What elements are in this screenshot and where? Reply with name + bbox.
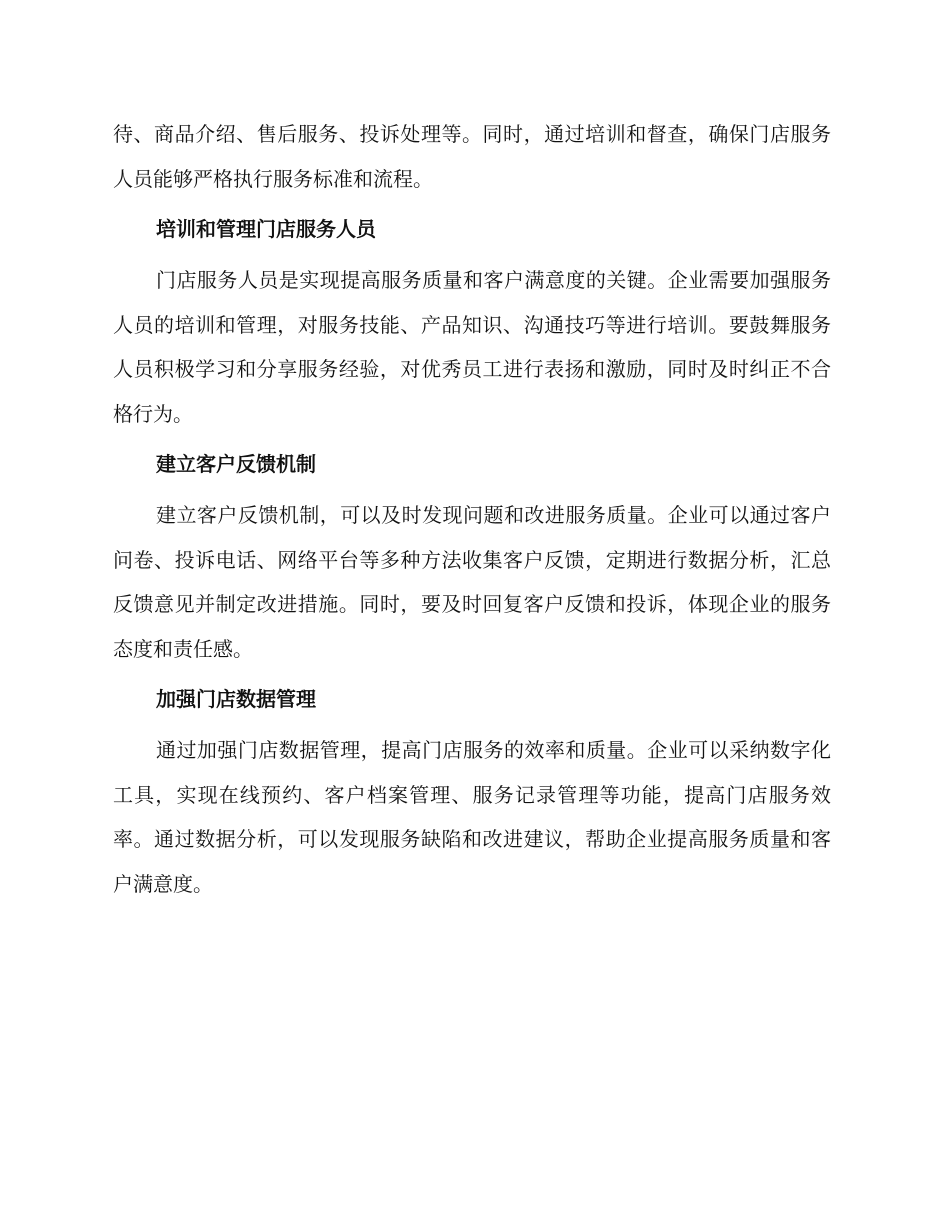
paragraph-staff-training: 门店服务人员是实现提高服务质量和客户满意度的关键。企业需要加强服务人员的培训和管理，对服务技能、产品知识、沟通技巧等进行培训。要鼓舞服务人员积极学习和分享服务经验，对优秀员工进行表扬和激励，同时及时纠正不合格行为。 xyxy=(113,268,831,426)
section-heading-data-management: 加强门店数据管理 xyxy=(156,687,316,711)
section-heading-staff-training: 培训和管理门店服务人员 xyxy=(156,217,376,241)
paragraph-continuation: 待、商品介绍、售后服务、投诉处理等。同时，通过培训和督查，确保门店服务人员能够严格执行服务标准和流程。 xyxy=(113,122,831,191)
document-page xyxy=(113,112,831,906)
paragraph-customer-feedback: 建立客户反馈机制，可以及时发现问题和改进服务质量。企业可以通过客户问卷、投诉电话、网络平台等多种方法收集客户反馈，定期进行数据分析，汇总反馈意见并制定改进措施。同时，要及时回复客户反馈和投诉，体现企业的服务态度和责任感。 xyxy=(113,503,831,661)
paragraph-data-management: 通过加强门店数据管理，提高门店服务的效率和质量。企业可以采纳数字化工具，实现在线预约、客户档案管理、服务记录管理等功能，提高门店服务效率。通过数据分析，可以发现服务缺陷和改进建议，帮助企业提高服务质量和客户满意度。 xyxy=(113,738,831,896)
section-heading-customer-feedback: 建立客户反馈机制 xyxy=(156,452,316,476)
